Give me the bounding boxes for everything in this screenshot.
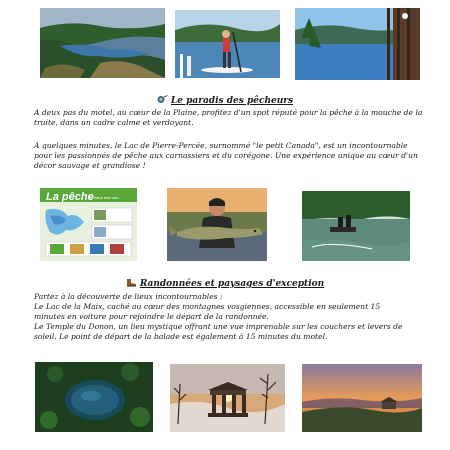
photo-temple-du-donon bbox=[170, 364, 285, 432]
board-subtitle: au cœur des vos... bbox=[88, 195, 122, 200]
text-line: truite, dans un cadre calme et verdoyant. bbox=[34, 118, 194, 127]
text-line: A deux pas du motel, au cœur de la Plaine, profitez d'un spot réputé pour la pêche à la mouche de la bbox=[34, 108, 423, 117]
hiking-heading-text: Randonnées et paysages d'exception bbox=[139, 279, 325, 289]
top-photo-row bbox=[0, 8, 450, 88]
text-line: Le Temple du Donon, un lieu mystique offrant une vue imprenable sur les couchers et levers de bbox=[34, 322, 403, 331]
text-line: pour les passionnés de pêche aux carnassiers et du corégone. Une expérience unique au cœur d'un bbox=[34, 151, 418, 160]
text-line: décor sauvage et grandiose ! bbox=[34, 161, 146, 170]
photo-lake-aerial bbox=[40, 8, 165, 78]
fishing-photo-row bbox=[0, 188, 450, 268]
fishing-section-heading bbox=[0, 95, 450, 106]
hiking-paragraph bbox=[34, 292, 422, 342]
fishing-info-board bbox=[40, 188, 137, 261]
fishing-paragraph-2 bbox=[34, 141, 422, 171]
hiking-section-heading bbox=[0, 278, 450, 289]
fisherman-icon bbox=[157, 95, 168, 104]
fishing-paragraph-1 bbox=[34, 108, 422, 128]
photo-sunset-hilltop bbox=[302, 364, 422, 432]
text-line: Partez à la découverte de lieux incontournables : bbox=[34, 292, 223, 301]
fishing-heading-text: Le paradis des pêcheurs bbox=[170, 96, 294, 106]
hiking-photo-row bbox=[0, 362, 450, 442]
photo-angler-pike bbox=[167, 188, 267, 261]
text-line: Le Lac de la Maix, caché au cœur des montagnes vosgiennes, accessible en seulement 15 bbox=[34, 302, 381, 311]
board-title: La pêche bbox=[46, 191, 94, 203]
photo-lac-de-la-maix bbox=[35, 362, 153, 432]
text-line: A quelques minutes, le Lac de Pierre-Percée, surnommé "le petit Canada", est un incontournable bbox=[34, 141, 408, 150]
text-line: minutes en voiture pour rejoindre le départ de la randonnée. bbox=[34, 312, 269, 321]
hiking-boot-icon bbox=[126, 278, 137, 287]
photo-lake-deck bbox=[295, 8, 420, 80]
text-line: soleil. Le point de départ de la balade est également à 15 minutes du motel. bbox=[34, 332, 328, 341]
photo-boat-lake bbox=[302, 191, 410, 261]
photo-paddleboard bbox=[175, 10, 280, 78]
